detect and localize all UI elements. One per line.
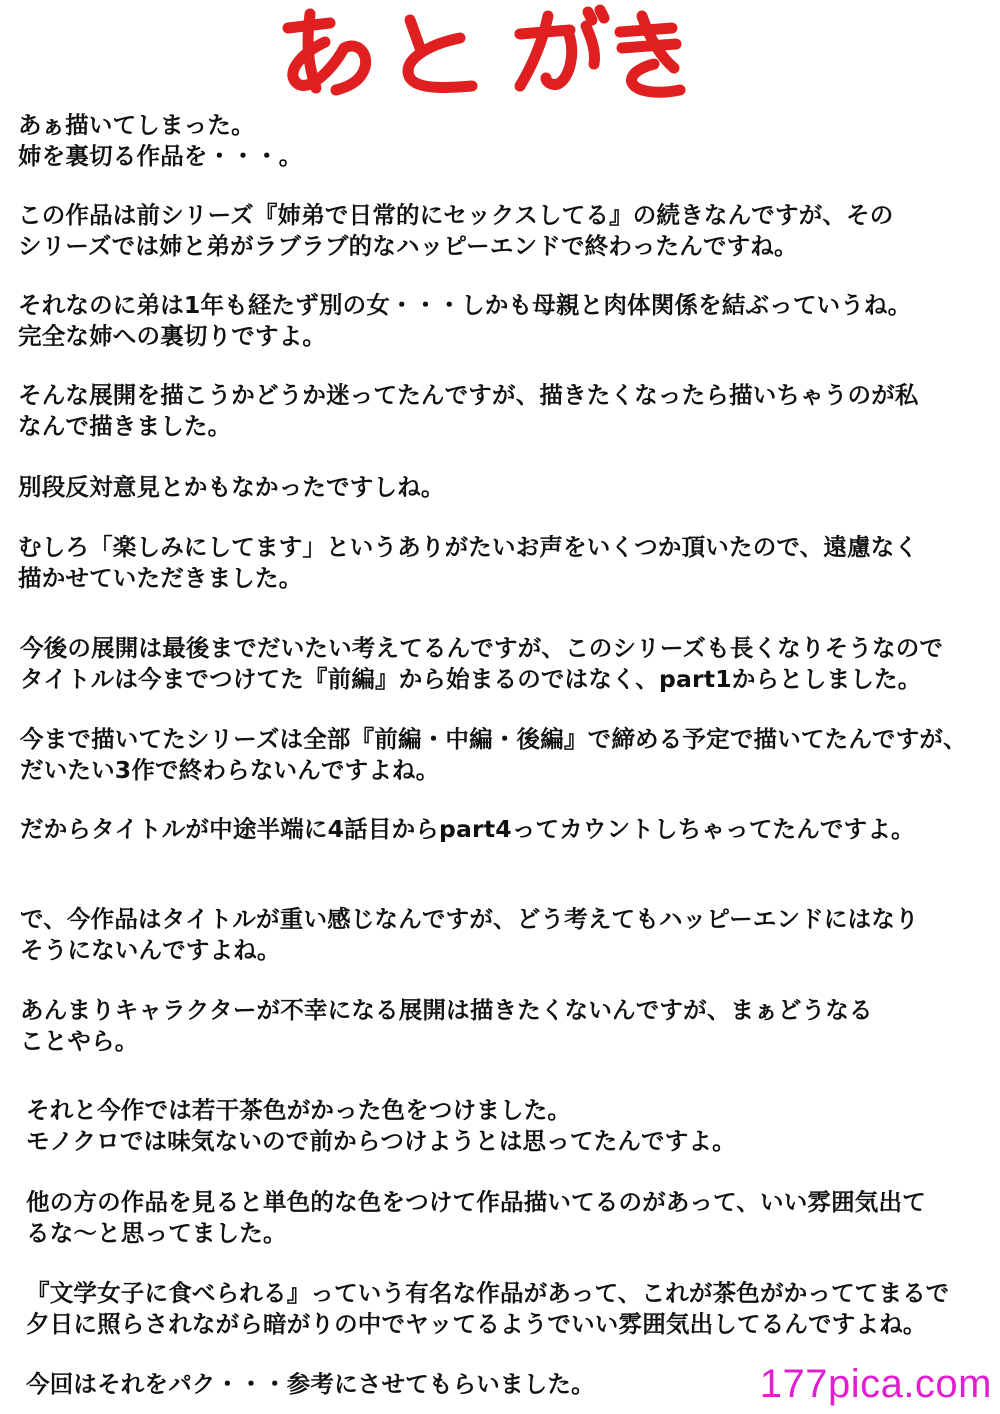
paragraph-line: 他の方の作品を見ると単色的な色をつけて作品描いてるのがあって、いい雰囲気出て [26,1188,926,1216]
paragraph [20,904,919,966]
paragraph-line: 今後の展開は最後までだいたい考えてるんですが、このシリーズも長くなりそうなので [20,634,944,662]
paragraph-line: むしろ「楽しみにしてます」というありがたいお声をいくつか頂いたので、遠慮なく [18,533,919,561]
paragraph [18,472,445,503]
paragraph-line: 完全な姉への裏切りですよ。 [18,322,327,350]
paragraph-line: それなのに弟は1年も経たず別の女・・・しかも母親と肉体関係を結ぶっていうね。 [18,291,912,319]
paragraph [20,995,873,1057]
paragraph-line: 描かせていただきました。 [18,564,303,592]
paragraph-line: あんまりキャラクターが不幸になる展開は描きたくないんですが、まぁどうなる [20,996,873,1024]
paragraph-line: なんで描きました。 [18,412,232,440]
paragraph-line: で、今作品はタイトルが重い感じなんですが、どう考えてもハッピーエンドにはなり [20,905,919,933]
paragraph [18,110,302,172]
paragraph-line: 別段反対意見とかもなかったですしね。 [18,473,445,501]
paragraph-line: この作品は前シリーズ『姉弟で日常的にセックスしてる』の続きなんですが、その [18,201,894,229]
paragraph-line: シリーズでは姉と弟がラブラブ的なハッピーエンドで終わったんですね。 [18,232,798,260]
paragraph [18,200,894,262]
paragraph-line: 今回はそれをパク・・・参考にさせてもらいました。 [26,1370,595,1398]
afterword-title [0,0,1000,110]
paragraph [18,290,911,352]
paragraph [26,1095,736,1157]
paragraph-line: るな～と思ってました。 [26,1219,287,1247]
paragraph [20,814,915,845]
paragraph-line: 今まで描いてたシリーズは全部『前編・中編・後編』で締める予定で描いてたんですが、 [20,725,967,753]
paragraph-line: ことやら。 [20,1027,139,1055]
paragraph [26,1369,595,1400]
paragraph [18,532,918,594]
paragraph [26,1278,949,1340]
paragraph-line: 『文学女子に食べられる』っていう有名な作品があって、これが茶色がかっててまるで [26,1279,950,1307]
paragraph-line: 夕日に照らされながら暗がりの中でヤッてるようでいい雰囲気出してるんですよね。 [26,1310,927,1338]
afterword-title-text [0,0,1,1]
paragraph [20,724,967,786]
paragraph-line: タイトルは今までつけてた『前編』から始まるのではなく、part1からとしました。 [20,665,922,693]
handwritten-title-art [270,4,700,104]
watermark: 177pica.com [759,1362,992,1406]
paragraph-line: そうにないんですよね。 [20,936,281,964]
paragraph-line: あぁ描いてしまった。 [18,111,255,139]
paragraph-line: 姉を裏切る作品を・・・。 [18,142,303,170]
paragraph-line: それと今作では若干茶色がかった色をつけました。 [26,1096,572,1124]
paragraph-line: だからタイトルが中途半端に4話目からpart4ってカウントしちゃってたんですよ。 [20,815,915,843]
paragraph [20,633,943,695]
paragraph-line: モノクロでは味気ないので前からつけようとは思ってたんですよ。 [26,1127,736,1155]
paragraph [26,1187,926,1249]
paragraph [18,380,919,442]
paragraph-line: だいたい3作で終わらないんですよね。 [20,756,440,784]
paragraph-line: そんな展開を描こうかどうか迷ってたんですが、描きたくなったら描いちゃうのが私 [18,381,919,409]
